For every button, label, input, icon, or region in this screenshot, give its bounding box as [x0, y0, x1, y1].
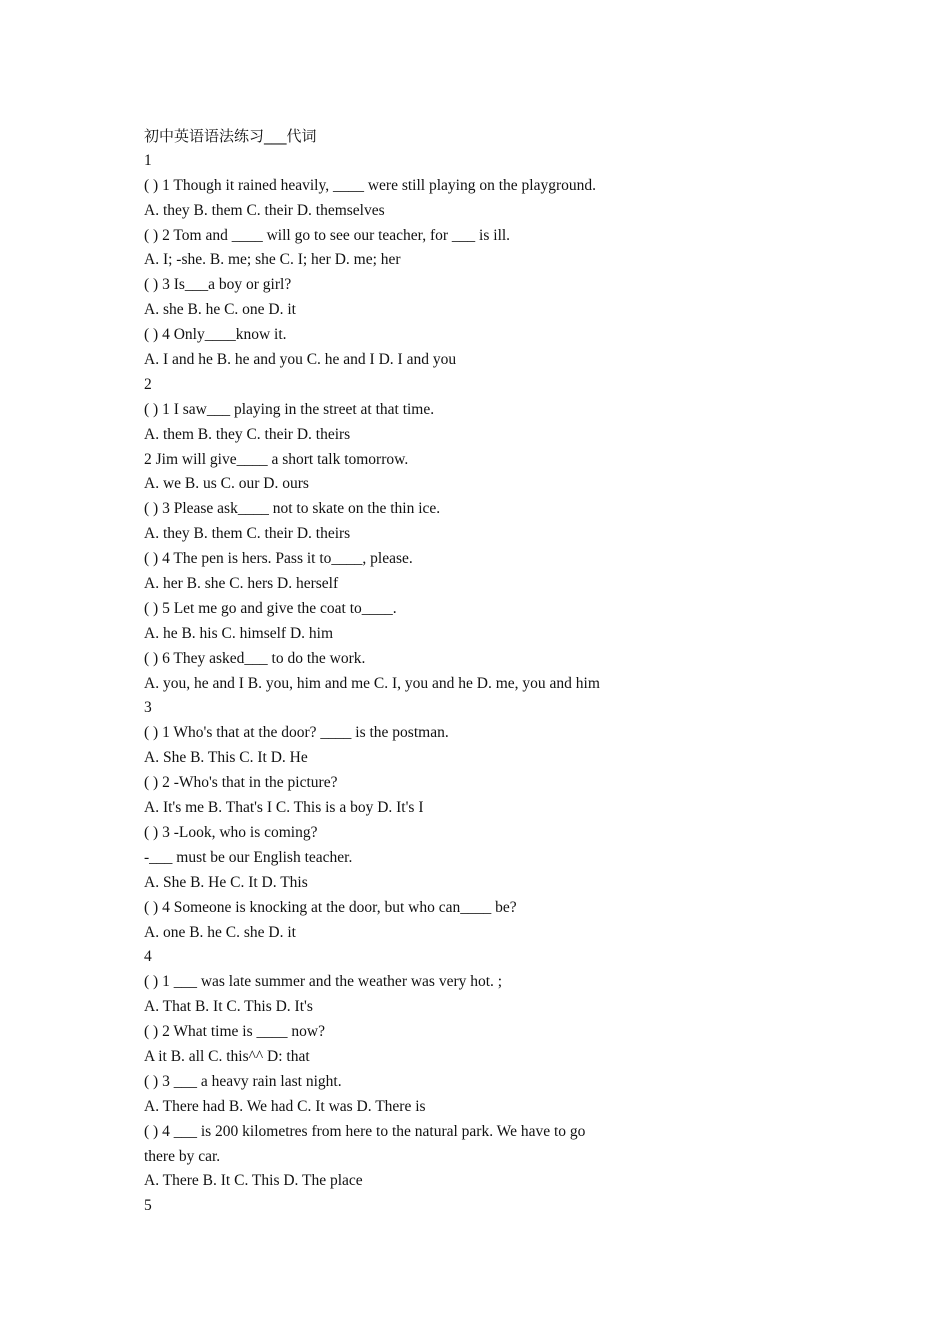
- question-line: 2 Jim will give____ a short talk tomorrow.: [144, 450, 409, 468]
- options-line: A. them B. they C. their D. theirs: [144, 425, 351, 443]
- question-line: ( ) 1 Though it rained heavily, ____ were still playing on the playground.: [144, 176, 596, 194]
- question-line: ( ) 3 -Look, who is coming?: [144, 823, 318, 841]
- question-line: ( ) 3 Is___a boy or girl?: [144, 276, 292, 294]
- question-line: ( ) 2 Tom and ____ will go to see our teacher, for ___ is ill.: [144, 226, 511, 244]
- question-line: ( ) 2 -Who's that in the picture?: [144, 774, 338, 792]
- options-line: A. you, he and I B. you, him and me C. I, you and he D. me, you and him: [144, 674, 600, 692]
- question-line: there by car.: [144, 1147, 221, 1165]
- question-line: ( ) 1 I saw___ playing in the street at that time.: [144, 400, 435, 418]
- options-line: A. She B. This C. It D. He: [144, 749, 308, 767]
- document-page: [144, 124, 804, 1219]
- options-line: A. That B. It C. This D. It's: [144, 998, 313, 1016]
- options-line: A. There B. It C. This D. The place: [144, 1172, 363, 1190]
- options-line: A. they B. them C. their D. themselves: [144, 201, 385, 219]
- question-line: ( ) 6 They asked___ to do the work.: [144, 649, 366, 667]
- question-line: ( ) 4 Someone is knocking at the door, but who can____ be?: [144, 898, 517, 916]
- options-line: A. we B. us C. our D. ours: [144, 475, 309, 493]
- options-line: A. I; -she. B. me; she C. I; her D. me; her: [144, 251, 401, 269]
- section-number: 3: [144, 699, 152, 717]
- options-line: A. he B. his C. himself D. him: [144, 624, 334, 642]
- section-number: 5: [144, 1197, 152, 1215]
- question-line: ( ) 3 Please ask____ not to skate on the thin ice.: [144, 500, 441, 518]
- options-line: A. I and he B. he and you C. he and I D. I and you: [144, 351, 457, 369]
- section-number: 1: [144, 151, 152, 169]
- question-line: ( ) 2 What time is ____ now?: [144, 1023, 325, 1041]
- question-line: ( ) 5 Let me go and give the coat to____.: [144, 599, 397, 617]
- options-line: A. It's me B. That's I C. This is a boy D. It's I: [144, 799, 424, 817]
- question-line: ( ) 1 ___ was late summer and the weather was very hot. ;: [144, 973, 503, 991]
- options-line: A. There had B. We had C. It was D. There is: [144, 1097, 426, 1115]
- options-line: A. she B. he C. one D. it: [144, 301, 296, 319]
- question-line: ( ) 4 ___ is 200 kilometres from here to the natural park. We have to go: [144, 1122, 586, 1140]
- question-line: ( ) 4 Only____know it.: [144, 326, 287, 344]
- question-line: ( ) 3 ___ a heavy rain last night.: [144, 1072, 342, 1090]
- options-line: A. She B. He C. It D. This: [144, 873, 308, 891]
- document-title: 初中英语语法练习___代词: [144, 127, 317, 145]
- section-number: 2: [144, 375, 152, 393]
- options-line: A. they B. them C. their D. theirs: [144, 525, 351, 543]
- question-line: -___ must be our English teacher.: [144, 848, 353, 866]
- options-line: A it B. all C. this^^ D: that: [144, 1047, 310, 1065]
- options-line: A. one B. he C. she D. it: [144, 923, 296, 941]
- question-line: ( ) 4 The pen is hers. Pass it to____, please.: [144, 550, 413, 568]
- question-line: ( ) 1 Who's that at the door? ____ is the postman.: [144, 724, 449, 742]
- options-line: A. her B. she C. hers D. herself: [144, 575, 339, 593]
- section-number: 4: [144, 948, 152, 966]
